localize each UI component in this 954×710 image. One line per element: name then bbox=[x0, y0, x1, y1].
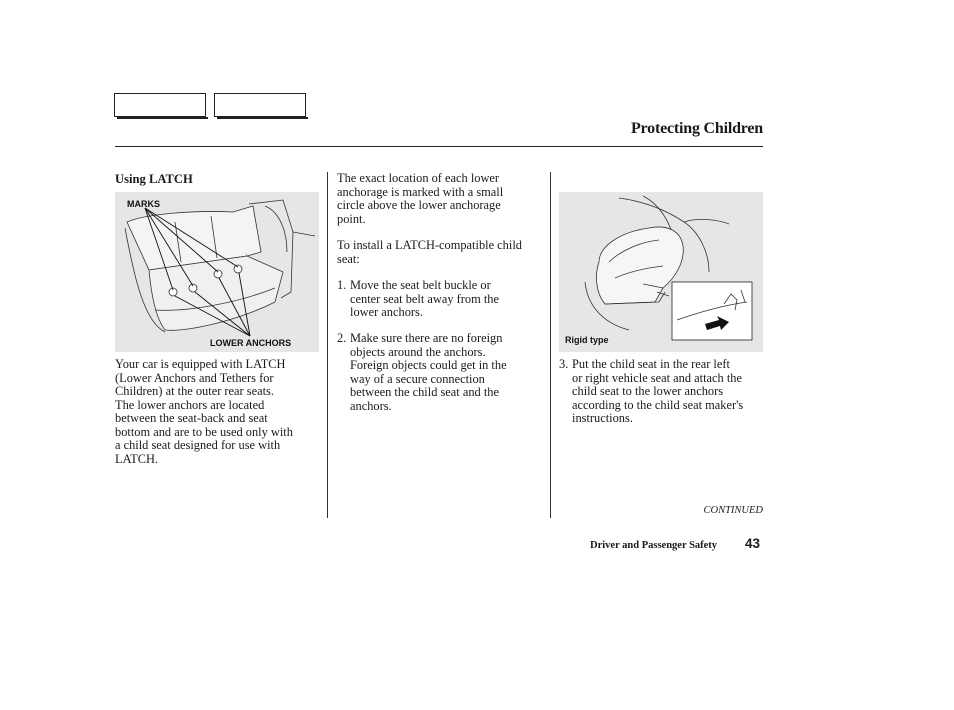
text-line: Your car is equipped with LATCH bbox=[115, 357, 286, 371]
text-line: child seat to the lower anchors bbox=[572, 384, 724, 398]
anchor-location-paragraph bbox=[337, 172, 542, 226]
text-line: anchorage is marked with a small bbox=[337, 184, 504, 199]
column-divider-left bbox=[327, 172, 328, 518]
step-number: 1. bbox=[337, 278, 347, 292]
text-line: a child seat designed for use with bbox=[115, 438, 281, 452]
text-line: (Lower Anchors and Tethers for bbox=[115, 370, 274, 385]
text-line: The exact location of each lower bbox=[337, 171, 500, 185]
rear-seat-anchor-figure bbox=[115, 192, 319, 352]
text-line: Make sure there are no foreign bbox=[350, 331, 503, 345]
text-line: anchors. bbox=[350, 398, 392, 413]
text-line: between the seat-back and seat bbox=[115, 411, 268, 425]
text-line: Children) at the outer rear seats. bbox=[115, 384, 274, 398]
text-line: The lower anchors are located bbox=[115, 397, 265, 412]
text-line: way of a secure connection bbox=[350, 371, 485, 386]
rigid-type-figure bbox=[559, 192, 763, 352]
step-3 bbox=[559, 358, 764, 430]
step-1 bbox=[337, 279, 547, 324]
text-line: or right vehicle seat and attach the bbox=[572, 370, 742, 385]
text-line: seat: bbox=[337, 251, 360, 266]
text-line: circle above the lower anchorage bbox=[337, 198, 501, 212]
text-line: objects around the anchors. bbox=[350, 344, 486, 359]
child-seat-illustration bbox=[559, 192, 763, 352]
rigid-type-label: Rigid type bbox=[565, 335, 609, 345]
text-line: Foreign objects could get in the bbox=[350, 358, 507, 372]
text-line: according to the child seat maker's bbox=[572, 397, 744, 412]
nav-tab-2[interactable] bbox=[214, 93, 306, 117]
section-footer: Driver and Passenger Safety bbox=[590, 540, 718, 551]
step-text bbox=[350, 279, 499, 320]
text-line: lower anchors. bbox=[350, 305, 423, 319]
step-number: 2. bbox=[337, 331, 347, 345]
continued-note: CONTINUED bbox=[703, 505, 763, 516]
page-title: Protecting Children bbox=[630, 120, 763, 137]
step-text bbox=[350, 332, 507, 413]
text-line: point. bbox=[337, 211, 366, 226]
rear-seat-illustration bbox=[115, 192, 319, 352]
marks-label: MARKS bbox=[127, 199, 160, 209]
text-line: bottom and are to be used only with bbox=[115, 424, 293, 439]
step-text bbox=[572, 358, 767, 426]
latch-paragraph bbox=[115, 358, 320, 466]
text-line: center seat belt away from the bbox=[350, 291, 499, 306]
nav-tab-1[interactable] bbox=[114, 93, 206, 117]
step-number: 3. bbox=[559, 357, 569, 371]
text-line: LATCH. bbox=[115, 451, 159, 466]
install-intro bbox=[337, 239, 547, 266]
header-rule bbox=[115, 146, 763, 147]
text-line: Move the seat belt buckle or bbox=[350, 278, 491, 292]
step-2 bbox=[337, 332, 547, 417]
column-divider-right bbox=[550, 172, 551, 518]
text-line: Put the child seat in the rear left bbox=[572, 357, 730, 371]
text-line: To install a LATCH-compatible child bbox=[337, 238, 522, 252]
lower-anchors-label: LOWER ANCHORS bbox=[210, 338, 292, 348]
section-heading: Using LATCH bbox=[115, 172, 193, 186]
text-line: instructions. bbox=[572, 411, 633, 425]
page-number: 43 bbox=[745, 536, 761, 551]
text-line: between the child seat and the bbox=[350, 385, 499, 399]
